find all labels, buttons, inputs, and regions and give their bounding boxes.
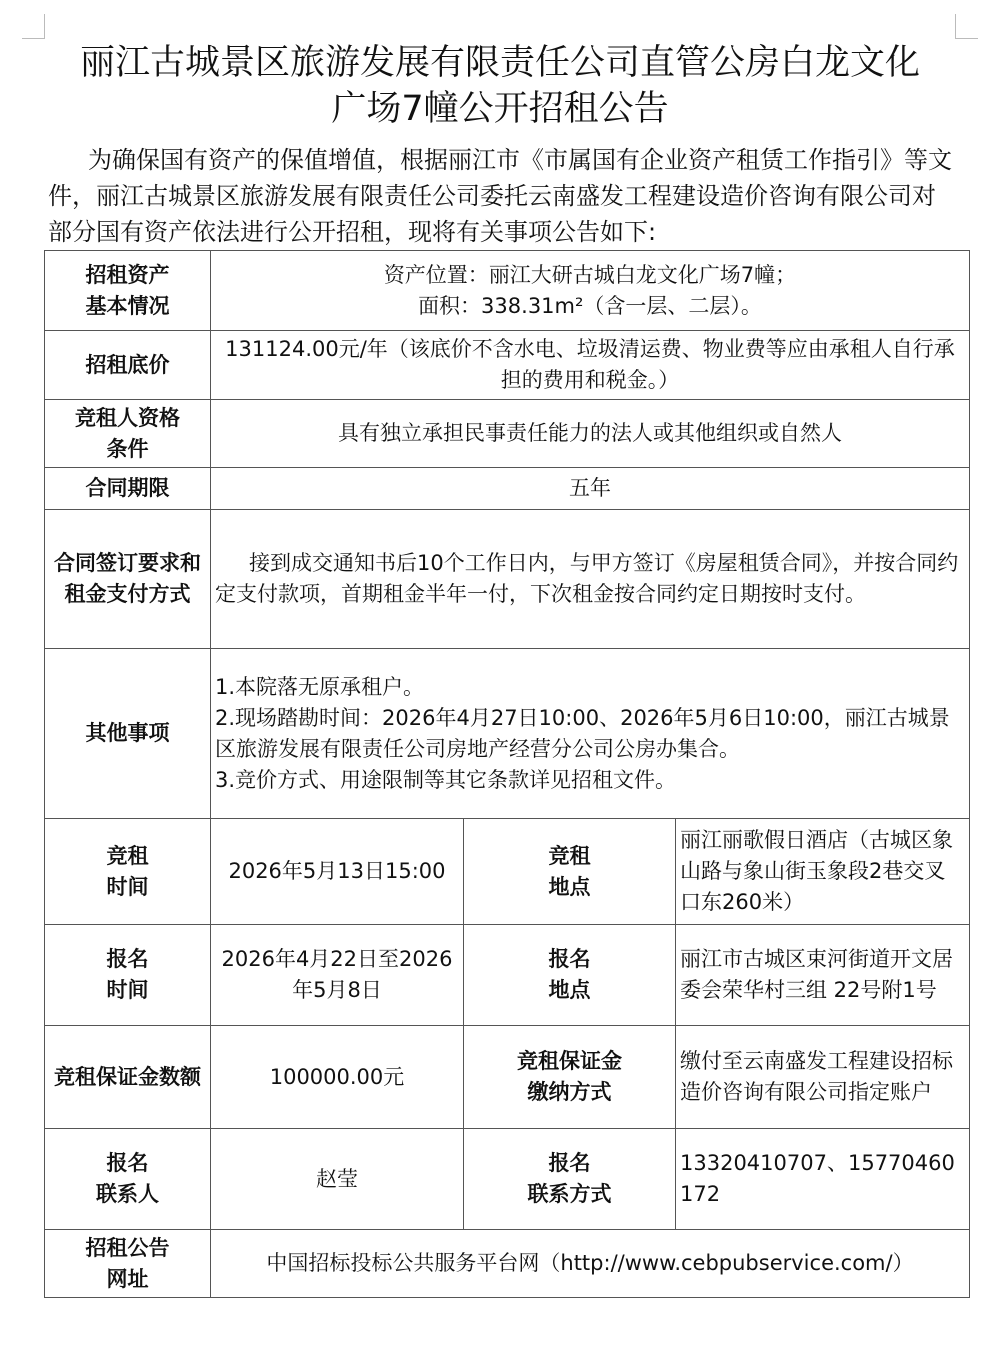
other-value bbox=[211, 649, 970, 819]
table-row-price bbox=[45, 331, 970, 400]
registration-time-label: 报名 时间 bbox=[45, 925, 211, 1026]
crop-mark-top-left bbox=[22, 14, 45, 39]
page-title bbox=[30, 40, 970, 132]
registration-time-value: 2026年4月22日至2026年5月8日 bbox=[211, 925, 464, 1026]
table-row-registration bbox=[45, 925, 970, 1026]
other-item-3: 3.竞价方式、用途限制等其它条款详见招租文件。 bbox=[215, 767, 677, 792]
contact-phone-label: 报名 联系方式 bbox=[464, 1129, 676, 1230]
notice-table bbox=[44, 250, 970, 1298]
term-label: 合同期限 bbox=[45, 468, 211, 510]
table-row-bid bbox=[45, 819, 970, 925]
contact-value: 赵莹 bbox=[211, 1129, 464, 1230]
asset-label: 招租资产 基本情况 bbox=[45, 251, 211, 331]
asset-value bbox=[211, 251, 970, 331]
asset-area: 面积：338.31m²（含一层、二层）。 bbox=[418, 293, 762, 318]
table-row-signing bbox=[45, 510, 970, 649]
table-row-term bbox=[45, 468, 970, 510]
title-line-1: 丽江古城景区旅游发展有限责任公司直管公房白龙文化 bbox=[79, 43, 920, 83]
contact-phone-value: 13320410707、15770460172 bbox=[676, 1129, 970, 1230]
crop-mark-top-right bbox=[955, 14, 978, 39]
bid-time-label: 竞租 时间 bbox=[45, 819, 211, 925]
website-value: 中国招标投标公共服务平台网（http://www.cebpubservice.com/） bbox=[211, 1230, 970, 1298]
title-line-2: 广场7幢公开招租公告 bbox=[331, 89, 669, 129]
asset-location: 资产位置：丽江大研古城白龙文化广场7幢； bbox=[383, 262, 797, 287]
deposit-amount-label: 竞租保证金数额 bbox=[45, 1026, 211, 1129]
signing-value: 接到成交通知书后10个工作日内，与甲方签订《房屋租赁合同》，并按合同约定支付款项，首期租金半年一付，下次租金按合同约定日期按时支付。 bbox=[211, 510, 970, 649]
price-label: 招租底价 bbox=[45, 331, 211, 400]
registration-place-label: 报名 地点 bbox=[464, 925, 676, 1026]
bid-place-label: 竞租 地点 bbox=[464, 819, 676, 925]
table-row-website bbox=[45, 1230, 970, 1298]
website-label: 招租公告 网址 bbox=[45, 1230, 211, 1298]
contact-label: 报名 联系人 bbox=[45, 1129, 211, 1230]
other-label: 其他事项 bbox=[45, 649, 211, 819]
term-value: 五年 bbox=[211, 468, 970, 510]
table-row-other bbox=[45, 649, 970, 819]
bid-time-value: 2026年5月13日15:00 bbox=[211, 819, 464, 925]
qualification-label: 竞租人资格 条件 bbox=[45, 400, 211, 468]
deposit-method-value: 缴付至云南盛发工程建设招标造价咨询有限公司指定账户 bbox=[676, 1026, 970, 1129]
qualification-value: 具有独立承担民事责任能力的法人或其他组织或自然人 bbox=[211, 400, 970, 468]
registration-place-value: 丽江市古城区束河街道开文居委会荣华村三组 22号附1号 bbox=[676, 925, 970, 1026]
signing-label: 合同签订要求和 租金支付方式 bbox=[45, 510, 211, 649]
deposit-amount-value: 100000.00元 bbox=[211, 1026, 464, 1129]
intro-paragraph: 为确保国有资产的保值增值，根据丽江市《市属国有企业资产租赁工作指引》等文件，丽江古城景区旅游发展有限责任公司委托云南盛发工程建设造价咨询有限公司对部分国有资产依法进行公开招租，现将有关事项公告如下: bbox=[48, 146, 952, 246]
other-item-2: 2.现场踏勘时间：2026年4月27日10:00、2026年5月6日10:00，丽江古城景区旅游发展有限责任公司房地产经营分公司公房办集合。 bbox=[215, 705, 950, 761]
bid-place-value: 丽江丽歌假日酒店（古城区象山路与象山街玉象段2巷交叉口东260米） bbox=[676, 819, 970, 925]
table-row-asset bbox=[45, 251, 970, 331]
deposit-method-label: 竞租保证金 缴纳方式 bbox=[464, 1026, 676, 1129]
price-value: 131124.00元/年（该底价不含水电、垃圾清运费、物业费等应由承租人自行承担的费用和税金。） bbox=[211, 331, 970, 400]
other-item-1: 1.本院落无原承租户。 bbox=[215, 674, 425, 699]
table-row-qualification bbox=[45, 400, 970, 468]
table-row-deposit bbox=[45, 1026, 970, 1129]
table-row-contact bbox=[45, 1129, 970, 1230]
